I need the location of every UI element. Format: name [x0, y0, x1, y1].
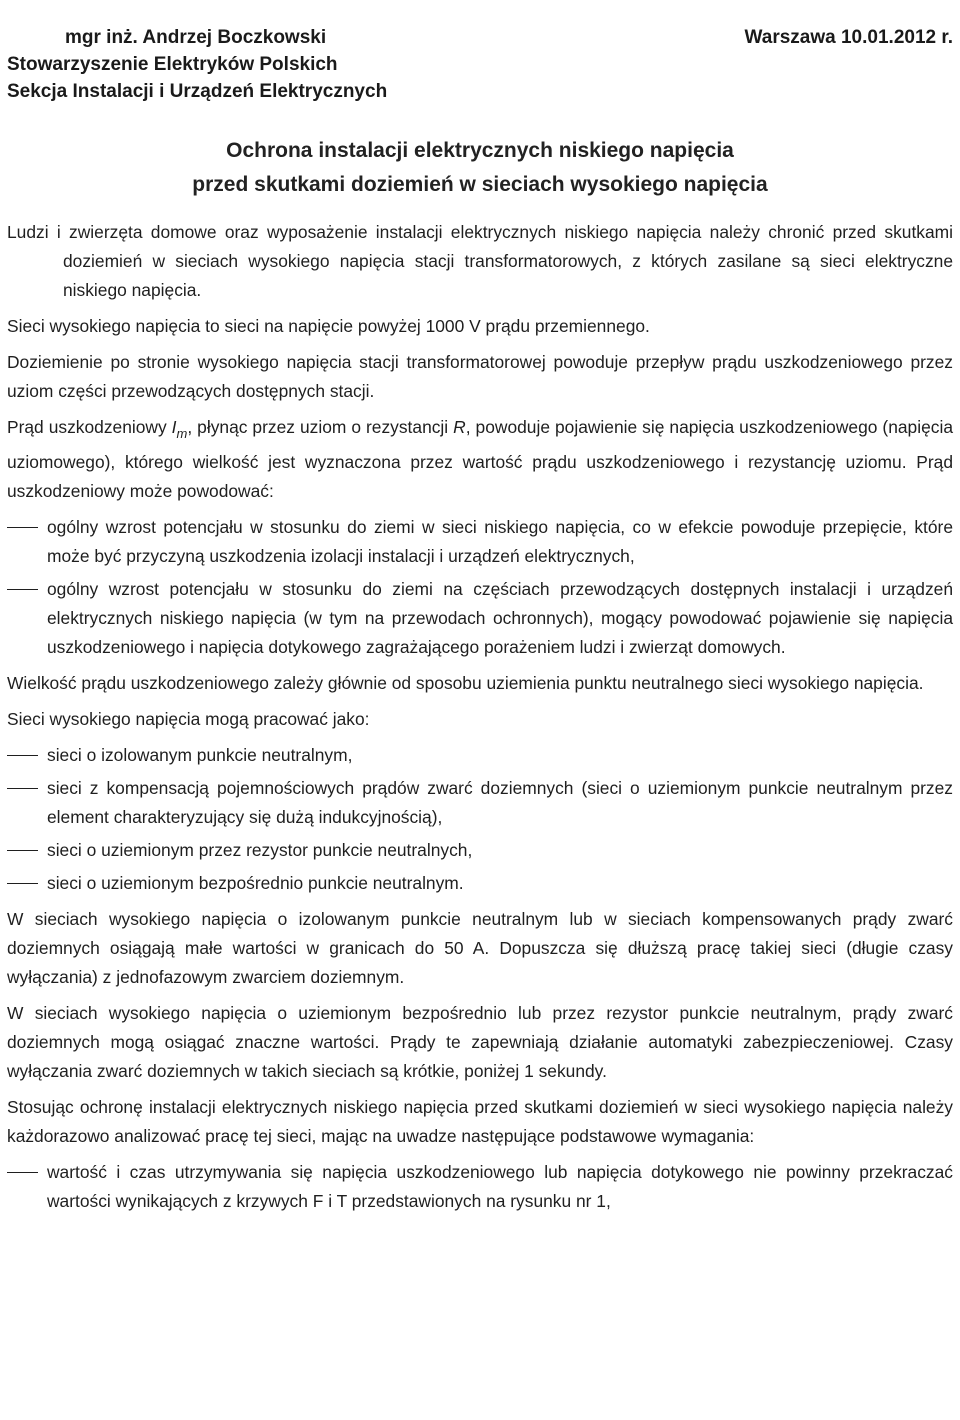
- paragraph-fault-magnitude: Wielkość prądu uszkodzeniowego zależy głównie od sposobu uziemienia punktu neutralnego sieci wysokiego napięcia.: [7, 673, 924, 693]
- list-item-text: ogólny wzrost potencjału w stosunku do ziemi w sieci niskiego napięcia, co w efekcie powoduje przepięcie, które może być przyczyną uszkodzenia izolacji instalacji i urządzeń elektrycznych,: [47, 517, 953, 566]
- author-block: [7, 24, 388, 105]
- section-name: Sekcja Instalacji i Urządzeń Elektrycznych: [7, 81, 388, 102]
- dash-bullet: [7, 788, 38, 789]
- document-date: Warszawa 10.01.2012 r.: [744, 27, 953, 48]
- paragraph-isolated-networks: W sieciach wysokiego napięcia o izolowanym punkcie neutralnym lub w sieciach kompensowanych prądy zwarć doziemnych osiągają małe wartości w granicach do 50 A. Dopuszcza się dłuższą pracę takiej sieci (długie czasy wyłączania) z jednofazowym zwarciem doziemnym.: [7, 909, 953, 987]
- dash-bullet: [7, 527, 38, 528]
- paragraph-intro-text: Ludzi i zwierzęta domowe oraz wyposażenie instalacji elektrycznych niskiego napięcia należy chronić przed skutkami doziemień w sieciach wysokiego napięcia stacji transformatorowych, z których zasilane są sieci elektryczne niskiego napięcia.: [7, 222, 953, 300]
- list-item: [7, 513, 953, 571]
- list-item-text: ogólny wzrost potencjału w stosunku do ziemi na częściach przewodzących dostępnych instalacji i urządzeń elektrycznych niskiego napięcia (w tym na przewodach ochronnych), mogący powodować pojawienie się napięcia uszkodzeniowego i napięcia dotykowego zagrażającego porażeniem ludzi i zwierząt domowych.: [47, 579, 953, 657]
- list-item-text: sieci z kompensacją pojemnościowych prądów zwarć doziemnych (sieci o uziemionym punkcie neutralnym przez element charakteryzujący się dużą indukcyjnością),: [47, 778, 953, 827]
- author-name: mgr inż. Andrzej Boczkowski: [65, 27, 327, 48]
- title-line-1: Ochrona instalacji elektrycznych niskiego napięcia: [226, 139, 734, 162]
- symbol-subscript-m: m: [176, 426, 188, 441]
- fault-current-suffix: , powoduje pojawienie się napięcia uszkodzeniowego (napięcia uziomowego), którego wielkość jest wyznaczona przez wartość prądu uszkodzeniowego i rezystancję uziomu. Prąd uszkodzeniowy może powodować:: [7, 417, 953, 501]
- paragraph-intro: [7, 218, 953, 305]
- dash-bullet: [7, 589, 38, 590]
- dash-bullet: [7, 1172, 38, 1173]
- title-line-2: przed skutkami doziemień w sieciach wysokiego napięcia: [192, 173, 768, 196]
- organization-name: Stowarzyszenie Elektryków Polskich: [7, 54, 338, 75]
- requirements-list: [7, 1158, 953, 1216]
- list-item: [7, 836, 953, 865]
- paragraph-earthed-networks: W sieciach wysokiego napięcia o uziemionym bezpośrednio lub przez rezystor punkcie neutralnym, prądy zwarć doziemnych mogą osiągać znaczne wartości. Prądy te zapewniają działanie automatyki zabezpieczeniowej. Czasy wyłączania zwarć doziemnych w takich sieciach są krótkie, poniżej 1 sekundy.: [7, 1003, 953, 1081]
- document-title: [0, 134, 960, 202]
- paragraph-protection-requirements: Stosując ochronę instalacji elektrycznych niskiego napięcia przed skutkami doziemień w sieci wysokiego napięcia należy każdorazowo analizować pracę tej sieci, mając na uwadze następujące podstawowe wymagania:: [7, 1097, 953, 1146]
- list-item: [7, 575, 953, 662]
- symbol-i: I: [171, 417, 177, 437]
- list-item: [7, 869, 953, 898]
- document-body: [7, 218, 953, 1223]
- list-item-text: sieci o uziemionym przez rezystor punkcie neutralnych,: [47, 840, 473, 860]
- list-item: [7, 741, 953, 770]
- symbol-r: R: [453, 417, 466, 437]
- effects-list: [7, 513, 953, 662]
- list-item: [7, 1158, 953, 1216]
- paragraph-fault-current: [7, 413, 953, 506]
- fault-current-prefix: Prąd uszkodzeniowy: [7, 417, 172, 437]
- network-types-list: [7, 741, 953, 898]
- fault-current-mid: , płynąc przez uziom o rezystancji: [187, 417, 454, 437]
- dash-bullet: [7, 755, 38, 756]
- paragraph-earth-fault: Doziemienie po stronie wysokiego napięcia stacji transformatorowej powoduje przepływ prądu uszkodzeniowego przez uziom części przewodzących dostępnych stacji.: [7, 352, 953, 401]
- dash-bullet: [7, 883, 38, 884]
- list-item: [7, 774, 953, 832]
- paragraph-network-types-intro: Sieci wysokiego napięcia mogą pracować jako:: [7, 709, 370, 729]
- list-item-text: sieci o izolowanym punkcie neutralnym,: [47, 745, 353, 765]
- dash-bullet: [7, 850, 38, 851]
- paragraph-hv-definition: Sieci wysokiego napięcia to sieci na napięcie powyżej 1000 V prądu przemiennego.: [7, 316, 650, 336]
- list-item-text: sieci o uziemionym bezpośrednio punkcie neutralnym.: [47, 873, 464, 893]
- list-item-text: wartość i czas utrzymywania się napięcia uszkodzeniowego lub napięcia dotykowego nie powinny przekraczać wartości wynikających z krzywych F i T przedstawionych na rysunku nr 1,: [47, 1162, 953, 1211]
